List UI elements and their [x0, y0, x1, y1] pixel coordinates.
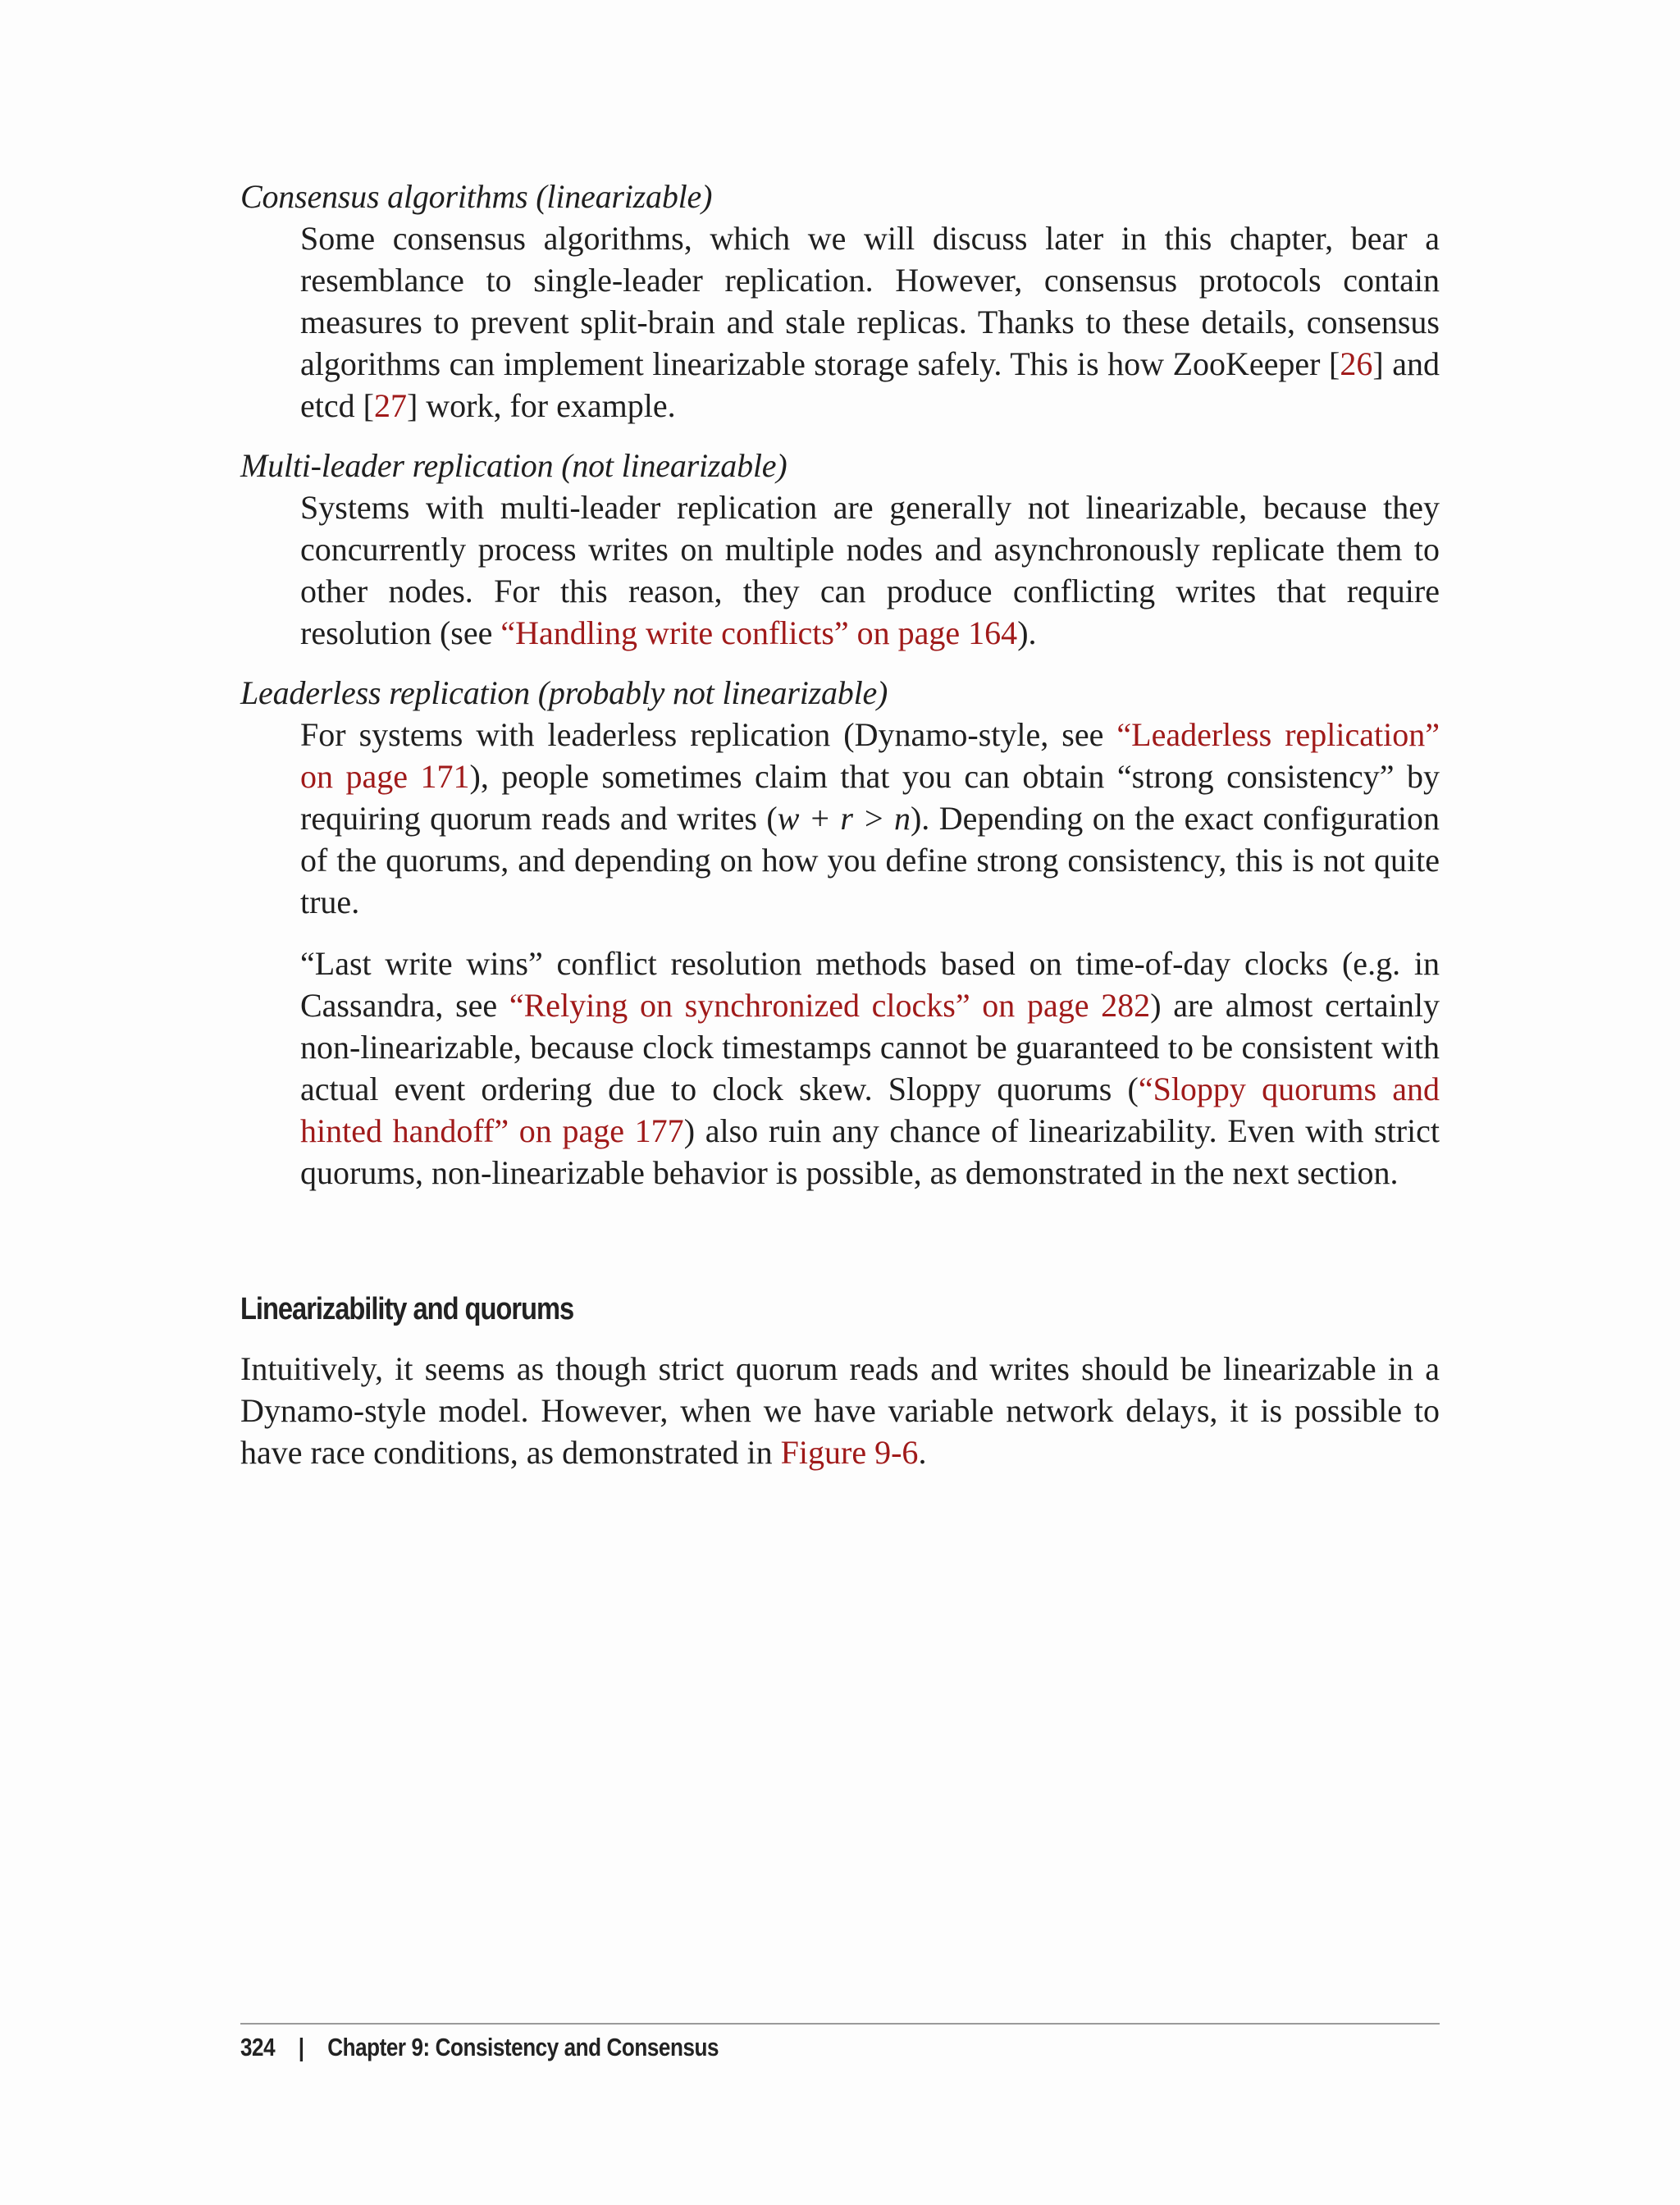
- text-run: ) are almost certainly non-linearizable, because clock timestamps cannot be guaranteed to be consistent with actual event ordering due to clock skew. Sloppy quorums (: [300, 987, 1440, 1107]
- text-run: ), people sometimes claim that you can obtain “strong consistency” by requiring quorum reads and writes (: [300, 758, 1440, 837]
- reference-link-27[interactable]: 27: [373, 387, 407, 424]
- text-run: ).: [1017, 614, 1037, 651]
- definition-list: [240, 176, 1440, 1194]
- definition-leaderless-replication: [300, 714, 1440, 1194]
- definition-entry-leaderless: [240, 672, 1440, 1194]
- text-run: “Last write wins” conflict resolution methods based on time-of-day clocks (e.g. in Cassandra, see: [300, 945, 1440, 1024]
- page-number: 324: [240, 2033, 276, 2061]
- text-run: ] and etcd [: [300, 345, 1440, 424]
- text-run: ] work, for example.: [406, 387, 676, 424]
- footer-separator: |: [298, 2033, 304, 2061]
- definition-entry-multi-leader: [240, 445, 1440, 654]
- paragraph: [300, 714, 1440, 923]
- figure-reference-link[interactable]: Figure 9-6: [780, 1434, 919, 1471]
- text-run: Some consensus algorithms, which we will discuss later in this chapter, bear a resemblance to single-leader replication. However, consensus protocols contain measures to prevent split-brain and stale replicas. Thanks to these details, consensus algorithms can implement linearizable storage safely. This is how ZooKeeper [: [300, 220, 1440, 382]
- paragraph: [300, 486, 1440, 654]
- paragraph: [300, 217, 1440, 427]
- cross-reference-link-sloppy-quorums[interactable]: “Sloppy quorums and hinted handoff” on page 177: [300, 1071, 1440, 1149]
- cross-reference-link-leaderless-replication[interactable]: “Leaderless replication” on page 171: [300, 716, 1440, 795]
- definition-entry-consensus: [240, 176, 1440, 427]
- cross-reference-link-synchronized-clocks[interactable]: “Relying on synchronized clocks” on page 282: [509, 987, 1151, 1024]
- definition-consensus-algorithms: [300, 217, 1440, 427]
- cross-reference-link-handling-write-conflicts[interactable]: “Handling write conflicts” on page 164: [500, 614, 1018, 651]
- text-run: ). Depending on the exact configuration of the quorums, and depending on how you define strong consistency, this is not quite true.: [300, 800, 1440, 920]
- section-heading: Linearizability and quorums: [240, 1292, 574, 1326]
- definition-multi-leader-replication: [300, 486, 1440, 654]
- term-leaderless-replication: Leaderless replication (probably not linearizable): [240, 674, 888, 711]
- text-run: Intuitively, it seems as though strict quorum reads and writes should be linearizable in a Dynamo-style model. However, when we have variable network delays, it is possible to have race conditions, as demonstrated in: [240, 1350, 1440, 1471]
- section-body-paragraph: [240, 1348, 1440, 1473]
- reference-link-26[interactable]: 26: [1340, 345, 1373, 382]
- paragraph: [300, 943, 1440, 1194]
- text-run: .: [918, 1434, 927, 1471]
- page-footer: [240, 2033, 719, 2062]
- footer-divider: [240, 2023, 1440, 2025]
- chapter-title: Chapter 9: Consistency and Consensus: [327, 2033, 719, 2061]
- term-multi-leader-replication: Multi-leader replication (not linearizable): [240, 447, 788, 484]
- text-run: Systems with multi-leader replication are generally not linearizable, because they concurrently process writes on multiple nodes and asynchronously replicate them to other nodes. For this reason, they can produce conflicting writes that require resolution (see: [300, 489, 1440, 651]
- text-run: ) also ruin any chance of linearizability. Even with strict quorums, non-linearizable behavior is possible, as demonstrated in the next section.: [300, 1112, 1440, 1191]
- quorum-formula: w + r > n: [777, 800, 911, 837]
- text-run: For systems with leaderless replication (Dynamo-style, see: [300, 716, 1117, 753]
- term-consensus-algorithms: Consensus algorithms (linearizable): [240, 178, 713, 215]
